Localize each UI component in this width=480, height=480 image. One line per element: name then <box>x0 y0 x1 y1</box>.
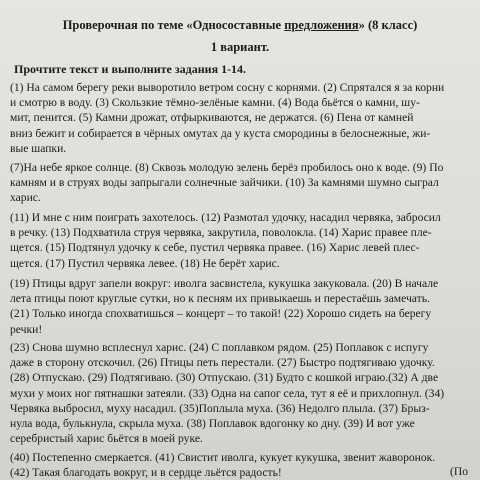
variant-label: 1 вариант. <box>210 40 270 54</box>
paragraph-5 <box>10 340 472 446</box>
text-line: (28) Отпускаю. (29) Подтягиваю. (30) Отпускаю. (31) Будто с кошкой играю.(32) А две <box>10 371 439 385</box>
text-line: щется. (17) Пустил червяка левее. (18) Не берёт харис. <box>10 256 280 270</box>
text-line: серебристый харис бьётся в моей руке. <box>10 432 203 446</box>
title-underlined-word: предложения <box>284 18 359 32</box>
text-line: (21) Только иногда спохватишься – концерт – то такой! (22) Хорошо сидеть на берегу <box>10 307 432 321</box>
text-line: вниз бежит и собирается в чёрных омутах да у куста смородины в белоснежные, жи- <box>10 126 431 140</box>
paragraph-1 <box>10 80 472 156</box>
text-line: лета птицы поют круглые сутки, но к песням их привыкаешь и перестаёшь замечать. <box>10 292 430 306</box>
title-prefix: Проверочная по теме «Односоставные <box>62 18 285 32</box>
task-instruction: Прочтите текст и выполните задания 1-14. <box>14 62 247 76</box>
page-title <box>0 18 480 33</box>
text-line: мухи у моих ног пятнашки затеяли. (33) Одна на сапог села, тут я её и прихлопнул. (34) <box>10 386 445 400</box>
text-line: мит, пенится. (5) Камни дрожат, отфыркиваются, не держатся. (6) Пена от камней <box>10 111 414 125</box>
text-line: речки! <box>10 322 43 336</box>
text-line: даже в сторону отскочил. (26) Птицы петь перестали. (27) Быстро подтягиваю удочку. <box>10 356 435 370</box>
paragraph-6 <box>10 450 472 480</box>
text-line: (42) Такая благодать вокруг, и в сердце льётся радость! <box>10 466 282 480</box>
text-line: в речку. (13) Подхватила струя червяка, закрутила, поволокла. (14) Харис правее пле- <box>10 226 432 240</box>
text-line: камням и в струях воды запрыгали солнечные зайчики. (10) За камнями шумно сыграл <box>10 176 439 190</box>
text-line: Червяка выбросил, муху насадил. (35)Поплыла муха. (36) Недолго плыла. (37) Брыз- <box>10 401 430 415</box>
paragraph-3 <box>10 210 472 271</box>
text-line: (1) На самом берегу реки выворотило ветром сосну с корнями. (2) Спрятался я за корни <box>10 81 445 94</box>
trailing-fragment: (По <box>449 465 468 478</box>
text-line: харис. <box>10 191 41 205</box>
text-line: (23) Снова шумно всплеснул харис. (24) С поплавком рядом. (25) Поплавок с испугу <box>10 341 429 354</box>
text-line: щется. (15) Подтянул удочку к себе, пустил червяка правее. (16) Харис левей плес- <box>10 241 420 255</box>
text-line: (7)На небе яркое солнце. (8) Сквозь молодую зелень берёз пробилось оно к воде. (9) По <box>10 161 444 174</box>
text-line: (40) Постепенно смеркается. (41) Свистит иволга, кукует кукушка, звенит жаворонок. <box>10 451 436 464</box>
paragraph-4 <box>10 276 472 337</box>
text-line: и смотрю в воду. (3) Скользкие тёмно-зелёные камни. (4) Вода бьётся о камни, шу- <box>10 96 420 110</box>
text-line: вые шапки. <box>10 141 67 155</box>
text-line: (19) Птицы вдруг запели вокруг: иволга засвистела, кукушка закуковала. (20) В начале <box>10 277 439 290</box>
text-line: нула вода, булькнула, скрыла муха. (38) Поплавок вдогонку ко дну. (39) И вот уже <box>10 417 415 431</box>
text-line: (11) И мне с ним поиграть захотелось. (12) Размотал удочку, насадил червяка, забросил <box>10 211 441 224</box>
title-suffix: » (8 класс) <box>358 18 418 32</box>
paragraph-2 <box>10 160 472 206</box>
